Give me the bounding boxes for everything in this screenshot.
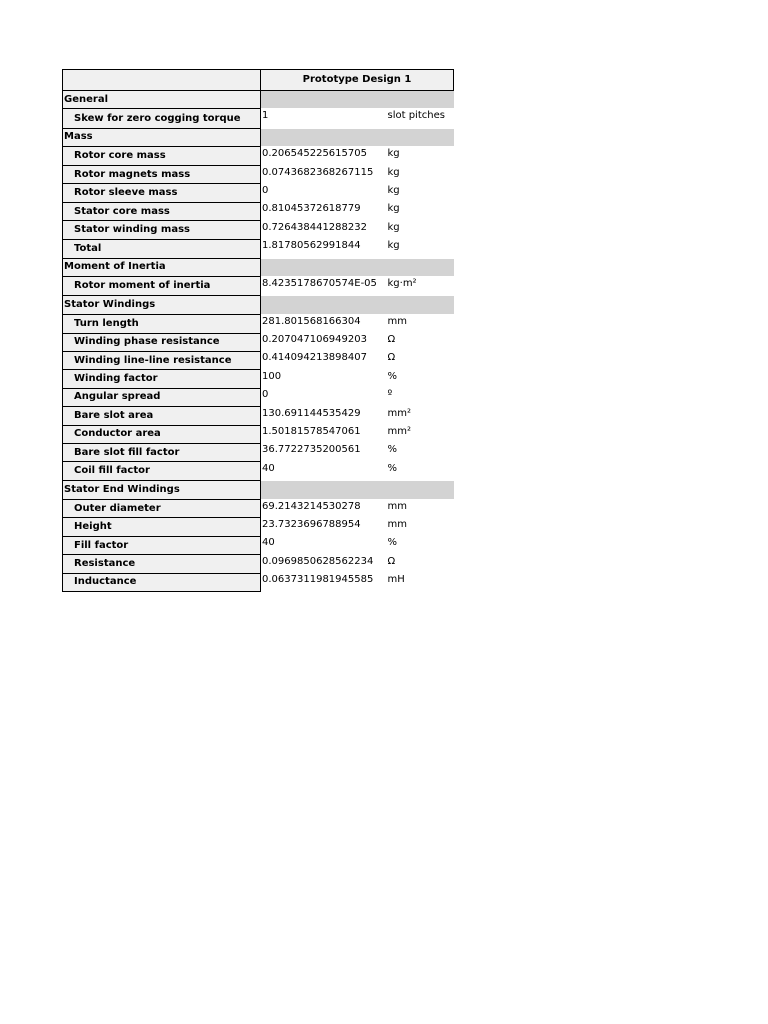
section-header-mass: [63, 128, 454, 146]
param-value: 8.4235178670574E-05: [261, 276, 388, 295]
param-unit: %: [388, 370, 454, 388]
param-label: Skew for zero cogging torque: [63, 109, 261, 128]
param-value: 0.81045372618779: [261, 202, 388, 220]
param-value: 36.7722735200561: [261, 443, 388, 461]
param-unit: mm²: [388, 425, 454, 443]
section-header-general: [63, 91, 454, 109]
param-value: 0.726438441288232: [261, 221, 388, 239]
param-unit: kg: [388, 202, 454, 220]
table-row: [63, 351, 454, 369]
param-unit: kg: [388, 239, 454, 258]
table-row: [63, 333, 454, 351]
section-header-moment-of-inertia: [63, 258, 454, 276]
param-unit: %: [388, 462, 454, 481]
param-label: Height: [63, 518, 261, 536]
section-title: Mass: [63, 128, 261, 146]
param-unit: Ω: [388, 555, 454, 573]
param-unit: º: [388, 388, 454, 406]
param-label: Rotor magnets mass: [63, 166, 261, 184]
section-title: Moment of Inertia: [63, 258, 261, 276]
param-label: Fill factor: [63, 536, 261, 554]
param-value: 69.2143214530278: [261, 499, 388, 518]
design-title: Prototype Design 1: [261, 70, 454, 91]
param-value: 0.0969850628562234: [261, 555, 388, 573]
param-label: Winding phase resistance: [63, 333, 261, 351]
section-fill: [261, 128, 454, 146]
param-unit: mH: [388, 573, 454, 591]
param-value: 100: [261, 370, 388, 388]
table-row: [63, 462, 454, 481]
param-unit: kg: [388, 147, 454, 166]
param-label: Rotor moment of inertia: [63, 276, 261, 295]
param-label: Total: [63, 239, 261, 258]
table-row: [63, 166, 454, 184]
table-row: [63, 407, 454, 425]
param-value: 0: [261, 184, 388, 202]
param-value: 40: [261, 462, 388, 481]
param-label: Winding line-line resistance: [63, 351, 261, 369]
section-title: Stator End Windings: [63, 481, 261, 499]
param-label: Rotor core mass: [63, 147, 261, 166]
section-title: General: [63, 91, 261, 109]
section-fill: [261, 296, 454, 314]
param-value: 23.7323696788954: [261, 518, 388, 536]
param-value: 40: [261, 536, 388, 554]
section-title: Stator Windings: [63, 296, 261, 314]
param-unit: mm: [388, 518, 454, 536]
corner-cell: [63, 70, 261, 91]
table-row: [63, 443, 454, 461]
param-label: Turn length: [63, 314, 261, 333]
param-label: Angular spread: [63, 388, 261, 406]
param-unit: mm: [388, 499, 454, 518]
section-fill: [261, 258, 454, 276]
param-unit: kg: [388, 184, 454, 202]
param-unit: %: [388, 443, 454, 461]
param-value: 281.801568166304: [261, 314, 388, 333]
param-unit: Ω: [388, 333, 454, 351]
table-row: [63, 499, 454, 518]
param-label: Outer diameter: [63, 499, 261, 518]
param-label: Winding factor: [63, 370, 261, 388]
table-row: [63, 276, 454, 295]
section-header-stator-windings: [63, 296, 454, 314]
param-unit: kg: [388, 166, 454, 184]
param-value: 0.207047106949203: [261, 333, 388, 351]
table-row: [63, 518, 454, 536]
results-table: [62, 69, 454, 592]
param-unit: kg: [388, 221, 454, 239]
section-fill: [261, 91, 454, 109]
table-row: [63, 536, 454, 554]
param-value: 1: [261, 109, 388, 128]
param-value: 0.0637311981945585: [261, 573, 388, 591]
header-row: [63, 70, 454, 91]
param-value: 0.414094213898407: [261, 351, 388, 369]
param-value: 0: [261, 388, 388, 406]
param-label: Stator core mass: [63, 202, 261, 220]
table-row: [63, 202, 454, 220]
param-label: Bare slot area: [63, 407, 261, 425]
param-value: 0.0743682368267115: [261, 166, 388, 184]
table-row: [63, 370, 454, 388]
table-row: [63, 314, 454, 333]
param-label: Resistance: [63, 555, 261, 573]
param-label: Rotor sleeve mass: [63, 184, 261, 202]
table-row: [63, 221, 454, 239]
param-value: 130.691144535429: [261, 407, 388, 425]
table-row: [63, 573, 454, 591]
param-unit: slot pitches: [388, 109, 454, 128]
param-label: Coil fill factor: [63, 462, 261, 481]
table-row: [63, 555, 454, 573]
param-unit: mm: [388, 314, 454, 333]
param-label: Conductor area: [63, 425, 261, 443]
table-row: [63, 147, 454, 166]
param-unit: Ω: [388, 351, 454, 369]
param-value: 1.81780562991844: [261, 239, 388, 258]
param-value: 0.206545225615705: [261, 147, 388, 166]
param-label: Inductance: [63, 573, 261, 591]
param-unit: kg·m²: [388, 276, 454, 295]
param-unit: %: [388, 536, 454, 554]
table-body: [63, 91, 454, 592]
table-row: [63, 109, 454, 128]
table-row: [63, 184, 454, 202]
param-unit: mm²: [388, 407, 454, 425]
section-header-stator-end-windings: [63, 481, 454, 499]
param-label: Stator winding mass: [63, 221, 261, 239]
param-label: Bare slot fill factor: [63, 443, 261, 461]
table-row: [63, 425, 454, 443]
table-row: [63, 239, 454, 258]
section-fill: [261, 481, 454, 499]
param-value: 1.50181578547061: [261, 425, 388, 443]
table-row: [63, 388, 454, 406]
